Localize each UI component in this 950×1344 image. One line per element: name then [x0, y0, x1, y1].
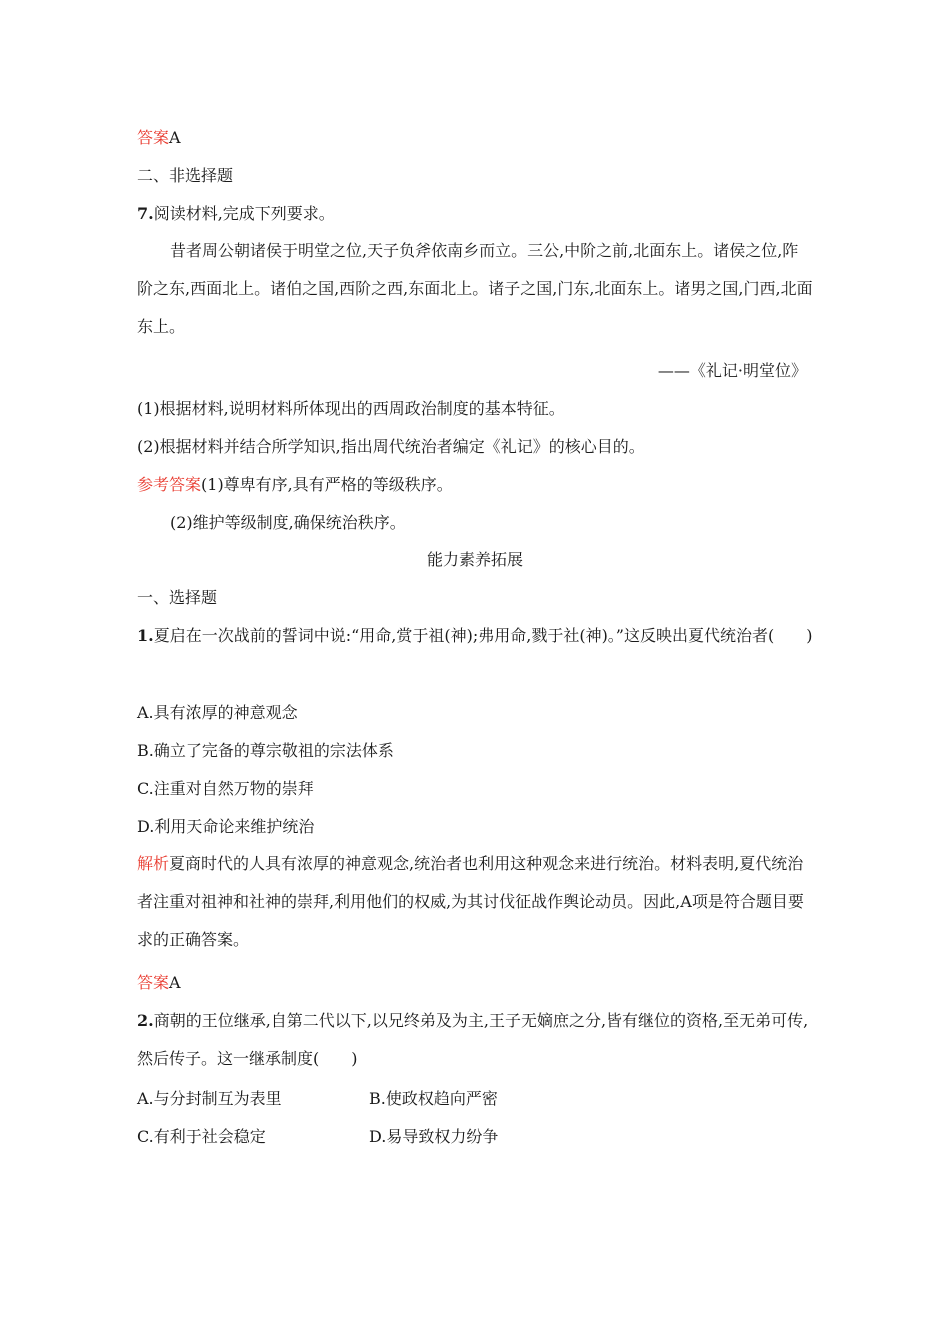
- prev-answer: [137, 128, 181, 148]
- option-d: D.易导致权力纷争: [369, 1127, 499, 1146]
- option-b: B.确立了完备的尊宗敬祖的宗法体系: [137, 741, 394, 760]
- analysis-text: 夏商时代的人具有浓厚的神意观念,统治者也利用这种观念来进行统治。材料表明,夏代统治者注重对祖神和社神的崇拜,利用他们的权威,为其讨伐征战作舆论动员。因此,A项是符合题目要求的正确答案。: [137, 854, 804, 949]
- question-7-answer: [137, 475, 453, 495]
- option-b: B.使政权趋向严密: [369, 1089, 498, 1108]
- question-number: 2.: [137, 1011, 154, 1030]
- question-text: 阅读材料,完成下列要求。: [153, 204, 335, 223]
- material-source: ——《礼记·明堂位》: [657, 361, 807, 380]
- reference-answer-label: 参考答案: [137, 475, 202, 494]
- analysis-label: 解析: [137, 854, 170, 873]
- question-7-sub2: (2)根据材料并结合所学知识,指出周代统治者编定《礼记》的核心目的。: [137, 437, 645, 456]
- answer-value: A: [169, 128, 181, 147]
- question-7-prompt: [137, 204, 335, 224]
- question-7-sub1: (1)根据材料,说明材料所体现出的西周政治制度的基本特征。: [137, 399, 565, 418]
- question-number: 1.: [137, 626, 154, 645]
- option-a: A.具有浓厚的神意观念: [137, 703, 298, 722]
- question-text: 夏启在一次战前的誓词中说:“用命,赏于祖(神);弗用命,戮于社(神)。”这反映出夏代统治者( ): [153, 626, 813, 645]
- question-1-analysis: [137, 845, 813, 959]
- option-a: A.与分封制互为表里: [137, 1089, 282, 1108]
- option-d: D.利用天命论来维护统治: [137, 817, 315, 836]
- reference-answer-1: (1)尊卑有序,具有严格的等级秩序。: [201, 475, 453, 494]
- answer-label: 答案: [137, 128, 170, 147]
- question-1-answer: [137, 973, 181, 993]
- reference-answer-2: (2)维护等级制度,确保统治秩序。: [170, 513, 406, 532]
- option-c: C.有利于社会稳定: [137, 1127, 266, 1146]
- section-heading-nonchoice: 二、非选择题: [137, 166, 234, 185]
- section-title: 能力素养拓展: [426, 550, 523, 569]
- answer-value: A: [169, 973, 181, 992]
- option-c: C.注重对自然万物的崇拜: [137, 779, 314, 798]
- question-number: 7.: [137, 204, 154, 223]
- question-text: 商朝的王位继承,自第二代以下,以兄终弟及为主,王子无嫡庶之分,皆有继位的资格,至无弟可传,然后传子。这一继承制度( ): [137, 1011, 809, 1068]
- question-1-stem: [137, 617, 813, 655]
- question-7-material: 昔者周公朝诸侯于明堂之位,天子负斧依南乡而立。三公,中阶之前,北面东上。诸侯之位,阼阶之东,西面北上。诸伯之国,西阶之西,东面北上。诸子之国,门东,北面东上。诸男之国,门西,北面东上。: [137, 241, 813, 336]
- answer-label: 答案: [137, 973, 170, 992]
- section-heading-choice: 一、选择题: [137, 588, 218, 607]
- question-2-stem: [137, 1002, 813, 1078]
